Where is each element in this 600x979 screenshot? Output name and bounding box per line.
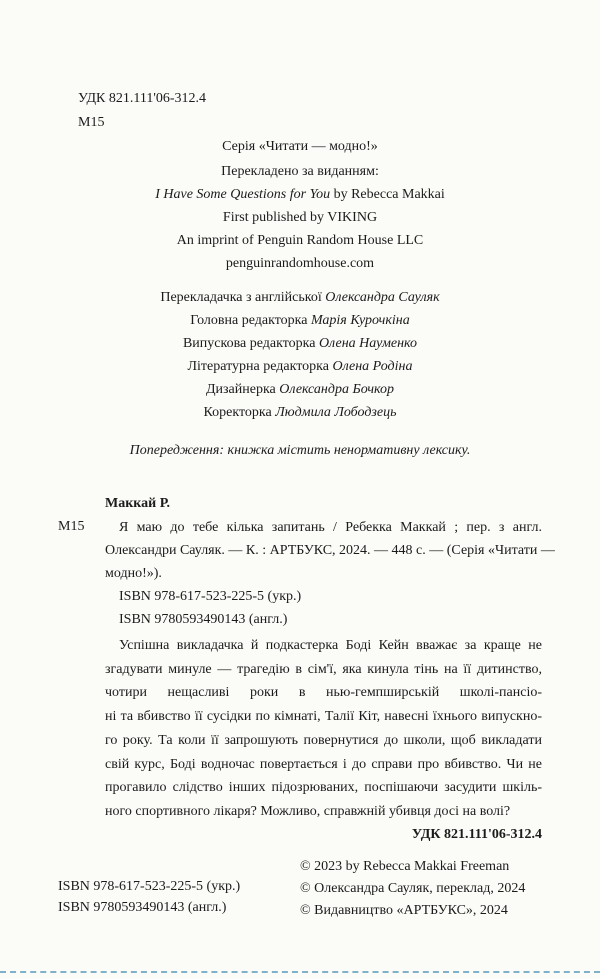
warning-text: книжка містить ненормативну лексику. (227, 443, 471, 458)
footer-isbn-ukr: ISBN 978-617-523-225-5 (укр.) (58, 879, 241, 894)
annotation-line: ного спортивного лікаря? Можливо, справжній убивця досі на волі? (105, 803, 511, 819)
author-heading: Маккай Р. (105, 496, 171, 511)
credit-designer (0, 378, 600, 401)
original-publisher: First published by VIKING (222, 210, 378, 225)
bib-code: М15 (58, 519, 85, 534)
annotation-line: свій курс, Боді водночас повертається і до справи про вбивство. Чи не (105, 756, 542, 772)
original-website: penguinrandomhouse.com (225, 256, 375, 271)
bib-description (105, 516, 555, 631)
bib-isbn-ukr: ISBN 978-617-523-225-5 (укр.) (119, 589, 302, 604)
annotation-line: прогавило слідство інших підозрюваних, поспішаючи засудити шкіль- (105, 780, 542, 796)
original-title-line (0, 183, 600, 206)
original-edition (0, 160, 600, 275)
series-line: Серія «Читати — модно!» (222, 139, 378, 154)
credit-name: Олександра Бочкор (279, 382, 395, 397)
content-warning (0, 442, 600, 460)
credit-name: Людмила Лободзець (275, 405, 397, 420)
credit-name: Олена Науменко (318, 336, 418, 351)
credit-name: Марія Курочкіна (310, 313, 410, 328)
credit-role: Дизайнерка (205, 382, 276, 397)
annotation-line: чотири нещасливі роки в нью-гемпширській школі-пансіо- (105, 685, 542, 701)
credit-name: Олександра Сауляк (325, 290, 440, 305)
credit-name: Олена Родіна (332, 359, 413, 374)
bib-line: Олександри Сауляк. — К. : АРТБУКС, 2024. — 448 с. — (Серія «Читати — (105, 543, 555, 558)
credit-role: Перекладачка з англійської (160, 290, 322, 305)
bib-line: модно!»). (105, 566, 162, 581)
credit-role: Головна редакторка (190, 313, 308, 328)
bib-isbn-eng: ISBN 9780593490143 (англ.) (119, 612, 288, 627)
copyright-1: © 2023 by Rebecca Makkai Freeman (300, 859, 510, 874)
annotation-line: Успішна викладачка й подкастерка Боді Кейн вважає за краще не (119, 638, 542, 653)
credit-role: Коректорка (203, 405, 272, 420)
scan-edge-line (0, 971, 600, 973)
copyright-3: © Видавництво «АРТБУКС», 2024 (300, 903, 508, 918)
original-imprint: An imprint of Penguin Random House LLC (176, 233, 424, 248)
warning-label: Попередження: (129, 443, 225, 458)
bib-line: Я маю до тебе кілька запитань / Ребекка Маккай ; пер. з англ. (119, 520, 542, 535)
code-top: М15 (78, 115, 105, 130)
original-intro: Перекладено за виданням: (221, 164, 379, 179)
annotation-line: згадувати минуле — трагедію в сім'ї, яка кинула тінь на її дитинство, (105, 661, 542, 677)
udk-top: УДК 821.111'06-312.4 (78, 91, 207, 106)
credit-role: Випускова редакторка (182, 336, 316, 351)
annotation-line: ні та вбивство її сусідки по кімнаті, Талії Кіт, навесні їхнього випускно- (105, 709, 542, 725)
credit-role: Літературна редакторка (187, 359, 329, 374)
credit-release-editor (0, 332, 600, 355)
credit-chief-editor (0, 309, 600, 332)
original-author: by Rebecca Makkai (333, 187, 445, 202)
annotation-line: го року. Та коли її запрошують повернутися до школи, щоб викладати (105, 732, 542, 748)
annotation (105, 634, 542, 824)
original-title: I Have Some Questions for You (155, 187, 331, 202)
udk-bottom: УДК 821.111'06-312.4 (411, 827, 542, 842)
credits-list (0, 286, 600, 424)
copyright-2: © Олександра Сауляк, переклад, 2024 (300, 881, 526, 896)
credit-translator (0, 286, 600, 309)
credit-literary-editor (0, 355, 600, 378)
credit-proofreader (0, 401, 600, 424)
footer-isbn-eng: ISBN 9780593490143 (англ.) (58, 900, 227, 915)
